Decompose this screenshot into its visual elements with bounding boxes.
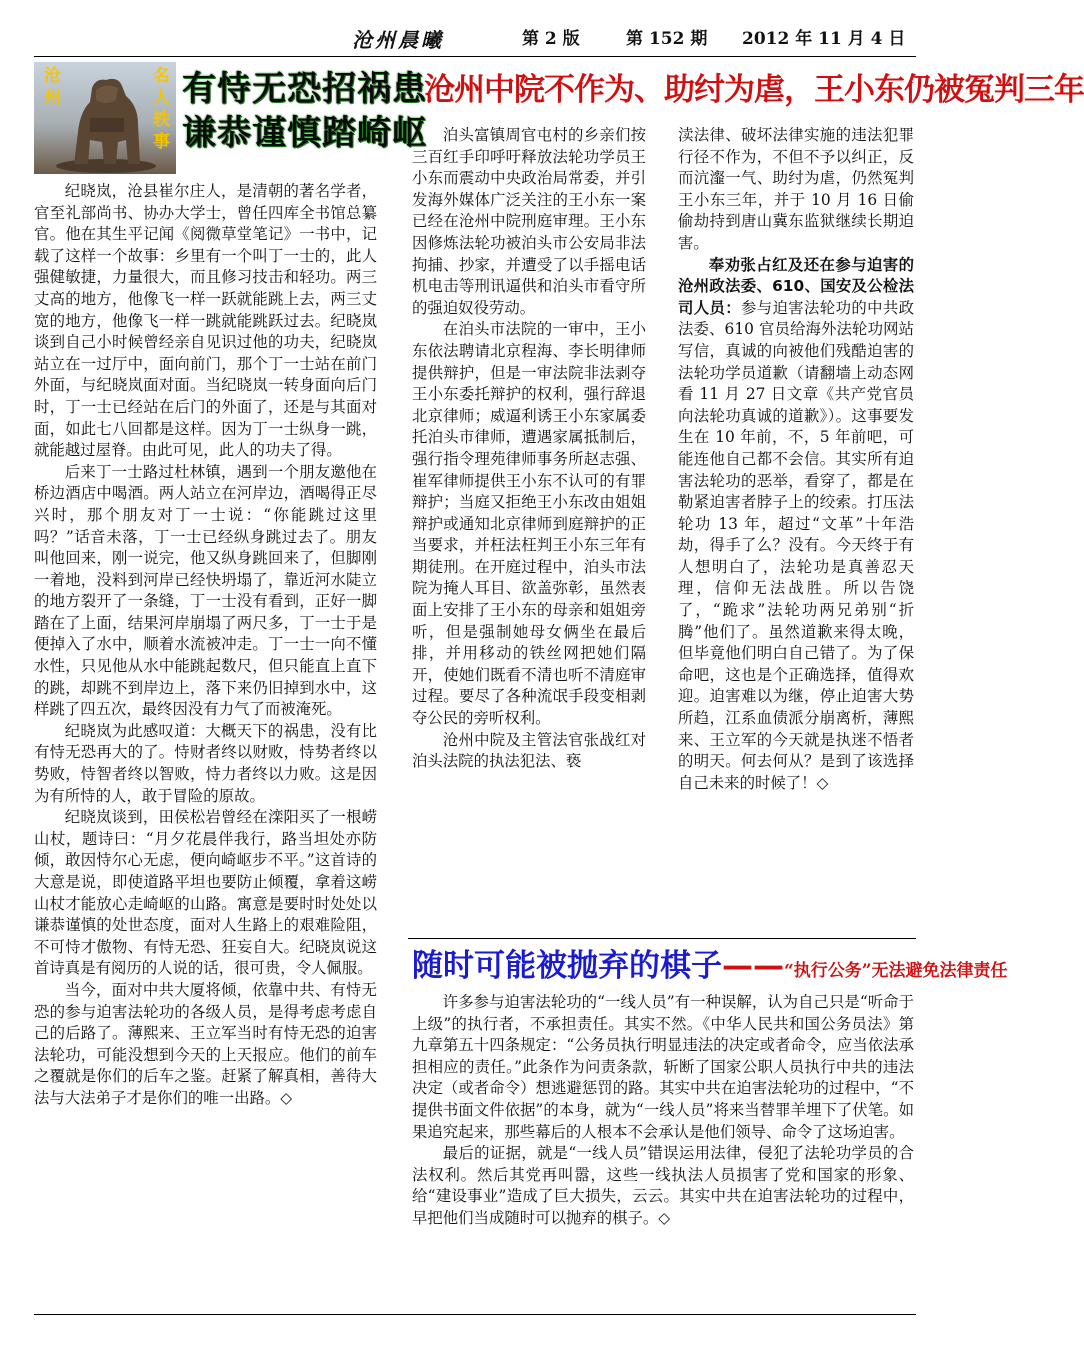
article2-paragraph: 在泊头市法院的一审中，王小东依法聘请北京程海、李长明律师提供辩护，但是一审法院非法剥夺王小东委托辩护的权利，强行辞退北京律师；威逼利诱王小东家属委托泊头市律师，遭遇家属抵制后，强行指令理苑律师事务所赵志强、崔军律师提供王小东不认可的有罪辩护；当庭又拒绝王小东改由姐姐辩护或通知北京律师到庭辩护的正当要求，并枉法枉判王小东三年有期徒刑。在开庭过程中，泊头市法院为掩人耳目、欲盖弥彰，虽然表面上安排了王小东的母亲和姐姐旁听，但是强制她母女俩坐在最后排，并用移动的铁丝网把她们隔开，使她们既看不清也听不清庭审过程。要尽了各种流氓手段变相剥夺公民的旁听权利。 (412, 320, 646, 728)
article1-paragraph: 纪晓岚谈到，田侯松岩曾经在滦阳买了一根崂山杖，题诗曰：“月夕花晨伴我行，路当坦处亦防倾，敢因恃尔心无虑，便向崎岖步不平。”这首诗的大意是说，即使道路平坦也要防止倾覆，拿着这崂山杖才能放心走崎岖的山路。寓意是要时时处处以谦恭谨慎的处世态度，面对人生路上的艰难险阻，不可恃才傲物、有恃无恐、狂妄自大。纪晓岚说这首诗真是有阅历的人说的话，很可贵，令人佩服。 (34, 808, 377, 978)
article2-title: 沧州中院不作为、助纣为虐，王小东仍被冤判三年 (424, 72, 1084, 108)
article2-paragraph: 泊头富镇周官屯村的乡亲们按三百红手印呼吁释放法轮功学员王小东而震动中央政治局常委，并引发海外媒体广泛关注的王小东一案已经在沧州中院刑庭审理。王小东因修炼法轮功被泊头市公安局非法拘捕、抄家，并遭受了以手摇电话机电击等刑讯逼供和泊头市看守所的强迫奴役劳动。 (412, 126, 646, 317)
article1-paragraph: 纪晓岚，沧县崔尔庄人，是清朝的著名学者，官至礼部尚书、协办大学士，曾任四库全书馆总纂官。他在其生平记闻《阅微草堂笔记》一书中，记载了这样一个故事：乡里有一个叫丁一士的，此人强健敏捷，力量很大，而且修习技击和轻功。两三丈高的地方，他像飞一样一跃就能跳上去，两三丈宽的地方，他像飞一样一跳就能跳跃过去。纪晓岚谈到自己小时候曾经亲自见识过他的功夫，纪晓岚站立在一过厅中，面向前门，那个丁一士站在前门外面，与纪晓岚面对面。当纪晓岚一转身面向后门时，丁一士已经站在后门的外面了，还是与其面对面，如此七八回都是这样。因为丁一士纵身一跳，就能越过屋脊。由此可见，此人的功夫了得。 (34, 182, 377, 460)
article2-paragraph: 沧州中院及主管法官张战红对泊头法院的执法犯法、亵 (412, 730, 646, 771)
newspaper-name: 沧州晨曦 (352, 28, 444, 52)
page-header (0, 24, 950, 54)
section-rule (408, 938, 916, 939)
article1-title-line1: 有恃无恐招祸患 (182, 69, 427, 109)
article2-column2 (678, 125, 914, 794)
article3-paragraph: 许多参与迫害法轮功的“一线人员”有一种误解，认为自己只是“听命于上级”的执行者，不承担责任。其实不然。《中华人民共和国公务员法》第九章第五十四条规定：“公务员执行明显违法的决定或者命令，应当依法承担相应的责任。”此条作为问责条款，斩断了国家公职人员执行中共的违法决定（或者命令）想逃避惩罚的路。其实中共在迫害法轮功的过程中，“不提供书面文件依据”的本身，就为“一线人员”将来当替罪羊埋下了伏笔。如果追究起来，那些幕后的人根本不会承认是他们领导、命令了这场迫害。 (412, 993, 914, 1141)
article3-title: 随时可能被抛弃的棋子 (412, 948, 722, 984)
article2-paragraph (678, 255, 914, 795)
article2-paragraph-text: 参与迫害法轮功的中共政法委、610 官员给海外法轮功网站写信，真诚的向被他们残酷迫害的法轮功学员道歉（请翻墙上动态网看 11 月 27 日文章《共产党官员向法轮功真诚的道歉》）。这事要发生在 10 年前，不，5 年前吧，可能连他自己都不会信。其实所有迫害法轮功的恶举，看穿了，都是在勒紧迫害者脖子上的绞索。打压法轮功 13 年，超过“文革”十年浩劫，得手了么？没有。今天终于有人想明白了，法轮功是真善忍天理，信仰无法战胜。所以告饶了，“跪求”法轮功两兄弟别“折腾”他们了。虽然道歉来得太晚，但毕竟他们明白自己错了。为了保命吧，这也是个正确选择，值得欢迎。迫害难以为继，停止迫害大势所趋，江系血债派分崩离析，薄熙来、王立军的今天就是执迷不悟者的明天。何去何从？是到了该选择自己未来的时候了！◇ (678, 298, 914, 792)
issue-number: 第 152 期 (626, 29, 708, 49)
footer-rule (34, 1314, 916, 1315)
article1-body (34, 181, 377, 1110)
issue-date: 2012 年 11 月 4 日 (742, 29, 906, 49)
photo-caption-left: 沧州 (40, 66, 60, 110)
article3-subtitle: “执行公务”无法避免法律责任 (784, 961, 1008, 981)
article1-title-line2: 谦恭谨慎踏崎岖 (182, 113, 427, 153)
article2-paragraph: 渎法律、破坏法律实施的违法犯罪行径不作为，不但不予以纠正，反而沆瀣一气、助纣为虐，仍然冤判王小东三年，并于 10 月 16 日偷偷劫持到唐山冀东监狱继续长期迫害。 (678, 126, 914, 252)
article2-column1 (412, 125, 646, 773)
photo-caption-right: 名人轶事 (149, 66, 169, 154)
article1-paragraph: 纪晓岚为此感叹道：大概天下的祸患，没有比有恃无恐再大的了。恃财者终以财败，恃势者终以势败，恃智者终以智败，恃力者终以力败。这是因为有所恃的人，敢于冒险的原故。 (34, 721, 377, 805)
edition-number: 第 2 版 (522, 29, 580, 49)
article2-lead-bold: 奉劝张占红及还在参与迫害的沧州政法委、610、国安及公检法司人员： (678, 255, 914, 317)
header-rule (34, 56, 916, 57)
article1-paragraph: 后来丁一士路过杜林镇，遇到一个朋友邀他在桥边酒店中喝酒。两人站立在河岸边，酒喝得正尽兴时，那个朋友对丁一士说：“你能跳过这里吗？”话音未落，丁一士已经纵身跳过去了。朋友叫他回来，刚一说完，他又纵身跳回来了，但脚刚一着地，没料到河岸已经快坍塌了，靠近河水陡立的地方裂开了一条缝，丁一士没有看到，正好一脚踏在了上面，结果河岸崩塌了两尺多，丁一士于是便掉入了水中，顺着水流被冲走。丁一士一向不懂水性，只见他从水中能跳起数尺，但只能直上直下的跳，却跳不到岸边上，落下来仍旧掉到水中，这样跳了四五次，最终因没有力气了而被淹死。 (34, 462, 377, 719)
iron-lion-statue-photo (34, 62, 176, 174)
article3-paragraph: 最后的证据，就是“一线人员”错误运用法律，侵犯了法轮功学员的合法权利。然后其党再叫嚣，这些一线执法人员损害了党和国家的形象、给“建设事业”造成了巨大损失，云云。其实中共在迫害法轮功的过程中，早把他们当成随时可以抛弃的棋子。◇ (412, 1144, 914, 1227)
article3-title-block (412, 946, 1008, 991)
title-dash: —— (722, 948, 784, 984)
article1-paragraph: 当今，面对中共大厦将倾，依靠中共、有恃无恐的参与迫害法轮功的各级人员，是得考虑考虑自己的后路了。薄熙来、王立军当时有恃无恐的迫害法轮功，可能没想到今天的上天报应。他们的前车之覆就是你们的后车之鉴。赶紧了解真相，善待大法与大法弟子才是你们的唯一出路。◇ (34, 980, 377, 1107)
article3-body (412, 992, 914, 1230)
